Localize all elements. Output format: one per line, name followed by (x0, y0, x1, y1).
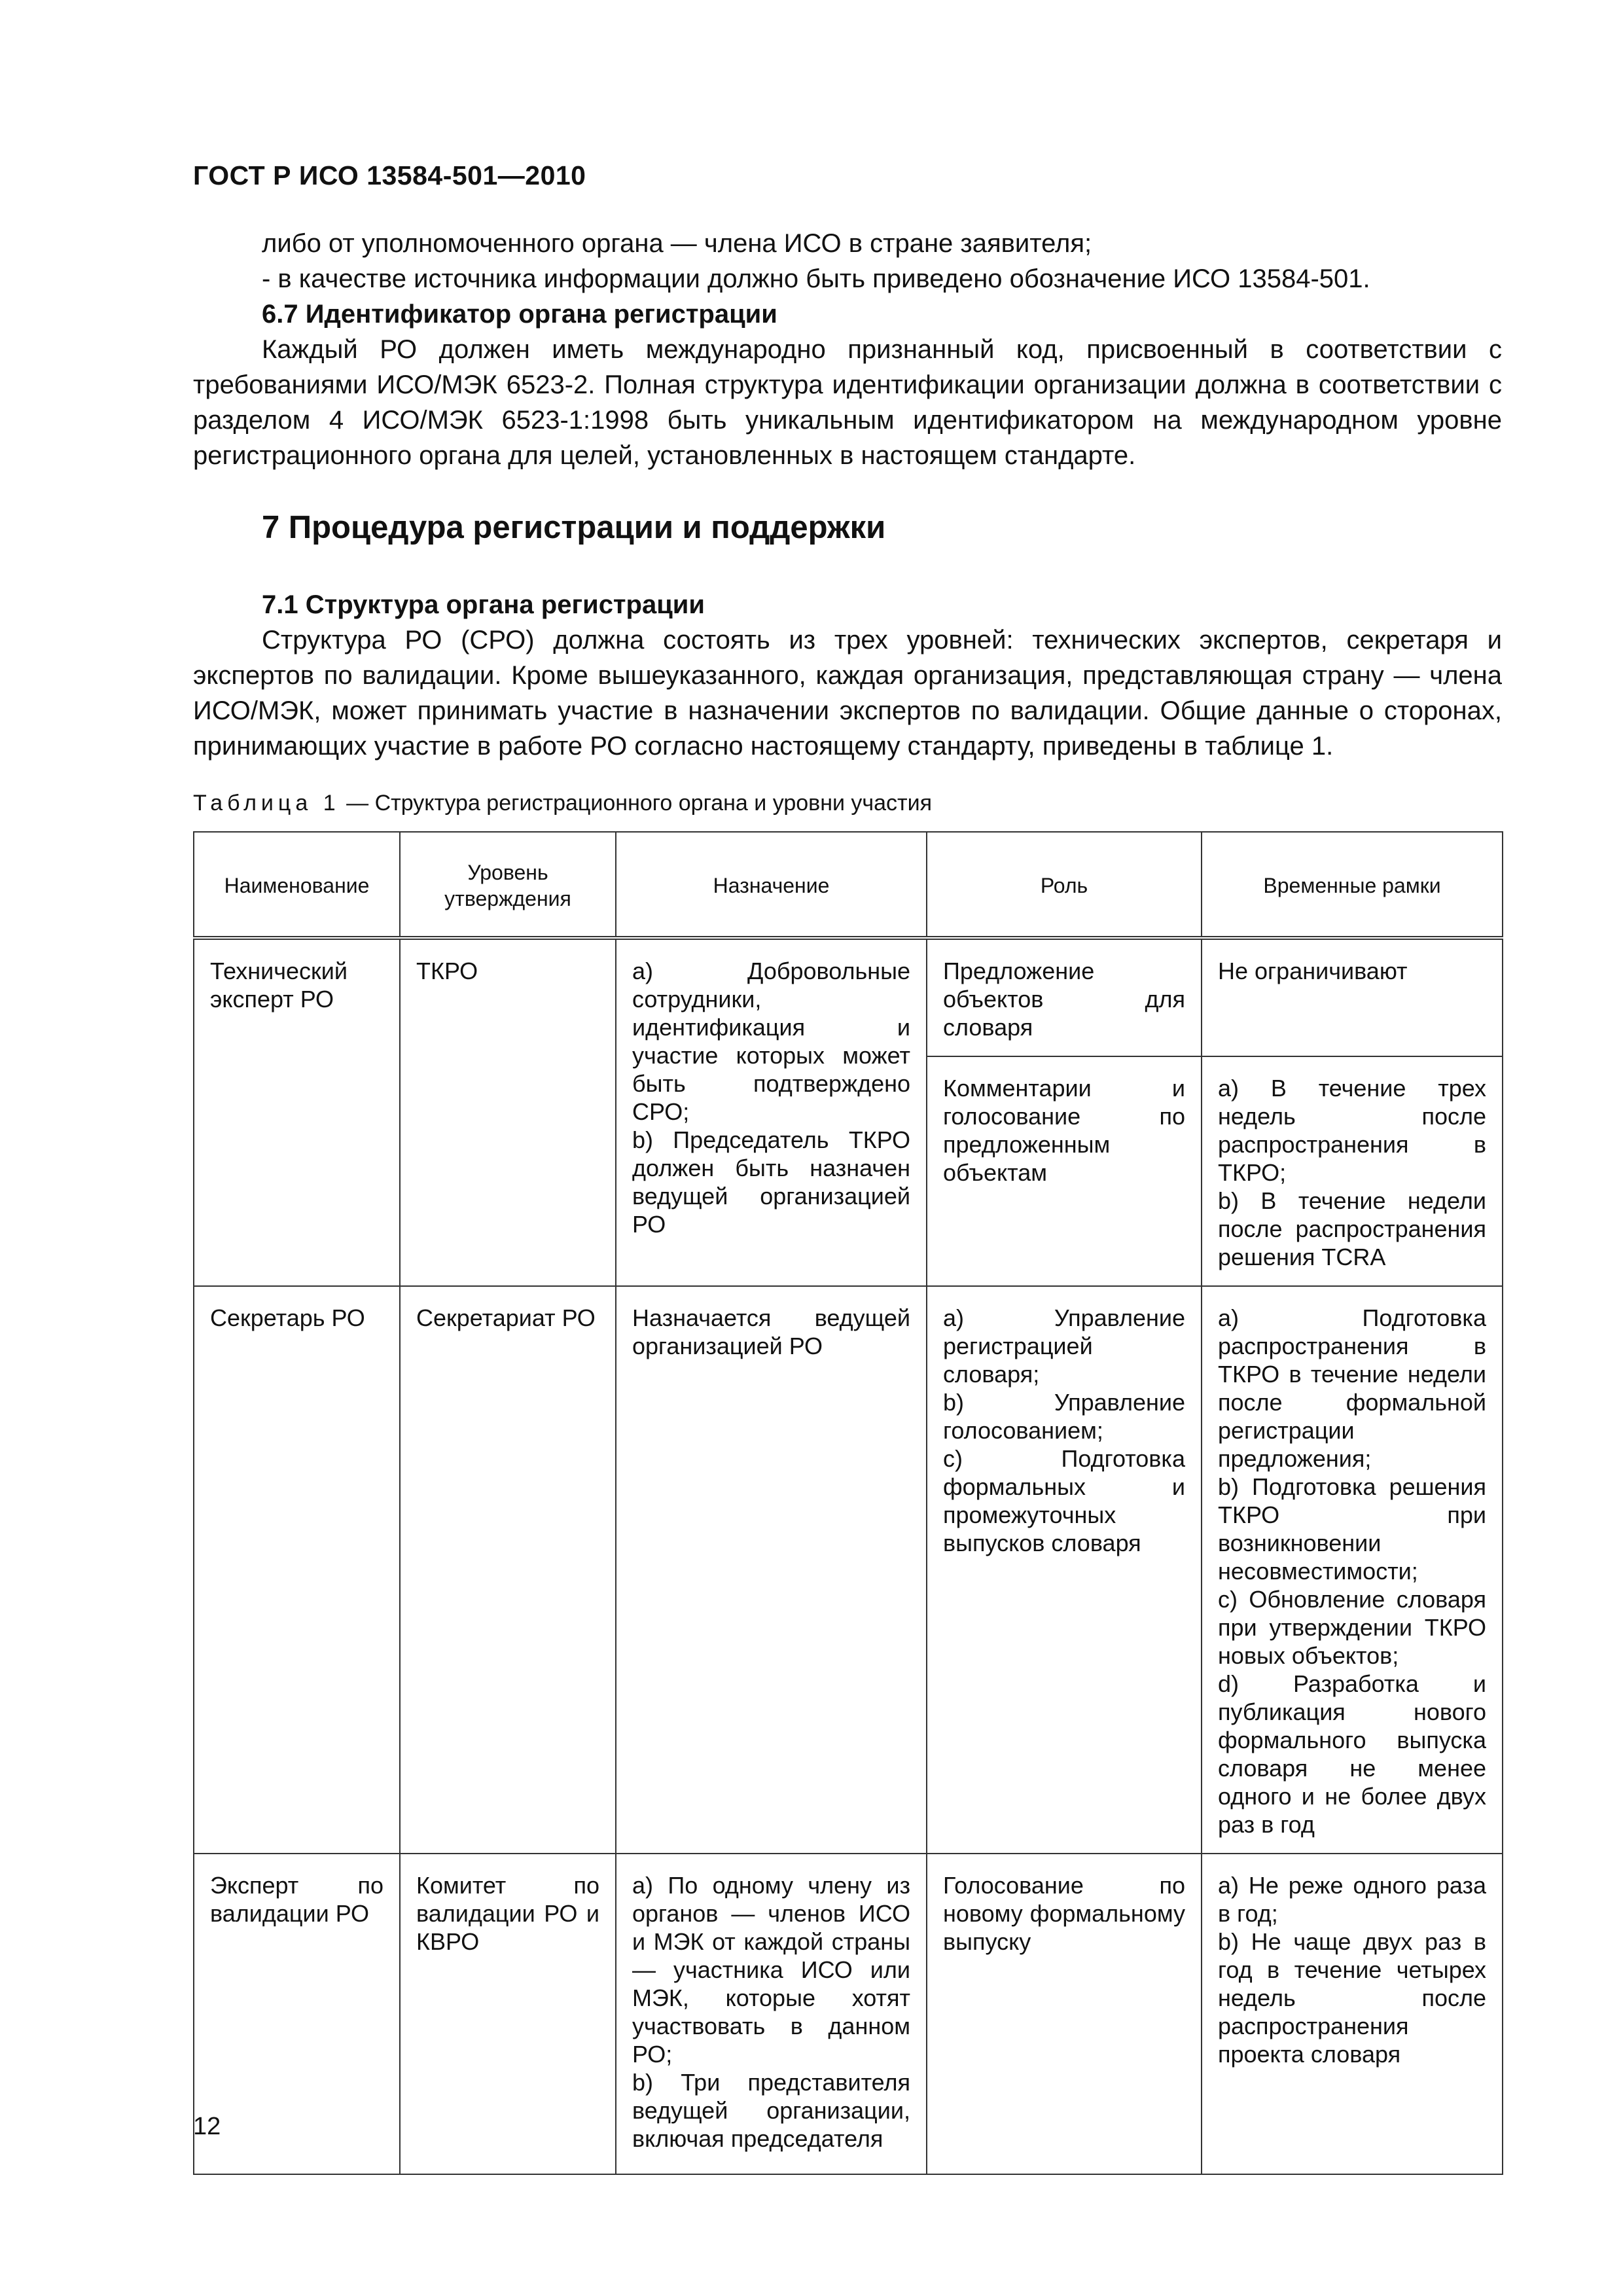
section-7-heading: 7 Процедура регистрации и поддержки (262, 510, 886, 545)
cell-role: Предложение объектов для словаря (927, 938, 1202, 1056)
header-name: Наименование (194, 832, 400, 938)
section-7-1-text: Структура РО (СРО) должна состоять из трех уровней: технических экспертов, секретаря и экспертов по валидации. Кроме вышеуказанного, каждая организация, представляющая страну — члена ИСО/МЭК, может принимать участие в назначении экспертов по валидации. Общие данные о сторонах, принимающих участие в работе РО согласно настоящему стандарту, приведены в таблице 1. (193, 626, 1502, 761)
intro-block (193, 226, 1502, 473)
intro-list-item: - в качестве источника информации должно быть приведено обозначение ИСО 13584-501. (262, 264, 1370, 293)
document-code-header: ГОСТ Р ИСО 13584-501—2010 (193, 160, 586, 190)
cell-role: Комментарии и голосование по предложенным объектам (927, 1056, 1202, 1286)
header-approval-level: Уровень утверждения (400, 832, 616, 938)
cell-timeframe: Не ограничивают (1202, 938, 1503, 1056)
header-purpose: Назначение (616, 832, 927, 938)
page-number: 12 (193, 2113, 221, 2140)
cell-level: ТКРО (400, 938, 616, 1286)
cell-purpose: a) По одному члену из органов — членов ИСО и МЭК от каждой страны — участника ИСО или МЭК, которые хотят участвовать в данном РО; b) Три представителя ведущей организации, включая председателя (616, 1854, 927, 2174)
cell-purpose: Назначается ведущей организацией РО (616, 1286, 927, 1854)
cell-name: Секретарь РО (194, 1286, 400, 1854)
cell-timeframe: a) Не реже одного раза в год; b) Не чаще двух раз в год в течение четырех недель после распространения проекта словаря (1202, 1854, 1503, 2174)
table-caption-label: Таблица 1 (193, 791, 340, 816)
section-7-1-heading: 7.1 Структура органа регистрации (262, 590, 705, 619)
cell-purpose: a) Добровольные сотрудники, идентификация и участие которых может быть подтверждено СРО; b) Председатель ТКРО должен быть назначен ведущей организацией РО (616, 938, 927, 1286)
table-row (194, 1286, 1503, 1854)
cell-timeframe: a) В течение трех недель после распространения в ТКРО; b) В течение недели после распространения решения TCRA (1202, 1056, 1503, 1286)
cell-timeframe: a) Подготовка распространения в ТКРО в течение недели после формальной регистрации предложения; b) Подготовка решения ТКРО при возникновении несовместимости; c) Обновление словаря при утверждении ТКРО новых объектов; d) Разработка и публикация нового формального выпуска словаря не менее одного и не более двух раз в год (1202, 1286, 1503, 1854)
cell-level: Секретариат РО (400, 1286, 616, 1854)
cell-role: a) Управление регистрацией словаря; b) Управление голосованием; c) Подготовка формальных и промежуточных выпусков словаря (927, 1286, 1202, 1854)
table-header-row (194, 832, 1503, 938)
section-6-7-heading: 6.7 Идентификатор органа регистрации (262, 300, 777, 329)
header-timeframe: Временные рамки (1202, 832, 1503, 938)
header-role: Роль (927, 832, 1202, 938)
cell-name: Технический эксперт РО (194, 938, 400, 1286)
cell-name: Эксперт по валидации РО (194, 1854, 400, 2174)
table-row (194, 1854, 1503, 2174)
structure-table (193, 831, 1503, 2175)
section-7-1-block (193, 587, 1502, 764)
table-caption (193, 791, 932, 816)
table-row (194, 938, 1503, 1056)
section-6-7-text: Каждый РО должен иметь международно признанный код, присвоенный в соответствии с требованиями ИСО/МЭК 6523-2. Полная структура идентификации организации должна в соответствии с разделом 4 ИСО/МЭК 6523-1:1998 быть уникальным идентификатором на международном уровне регистрационного органа для целей, установленных в настоящем стандарте. (193, 335, 1502, 470)
intro-line: либо от уполномоченного органа — члена ИСО в стране заявителя; (262, 229, 1092, 258)
cell-level: Комитет по валидации РО и КВРО (400, 1854, 616, 2174)
table-caption-text: — Структура регистрационного органа и уровни участия (340, 791, 933, 816)
cell-role: Голосование по новому формальному выпуску (927, 1854, 1202, 2174)
